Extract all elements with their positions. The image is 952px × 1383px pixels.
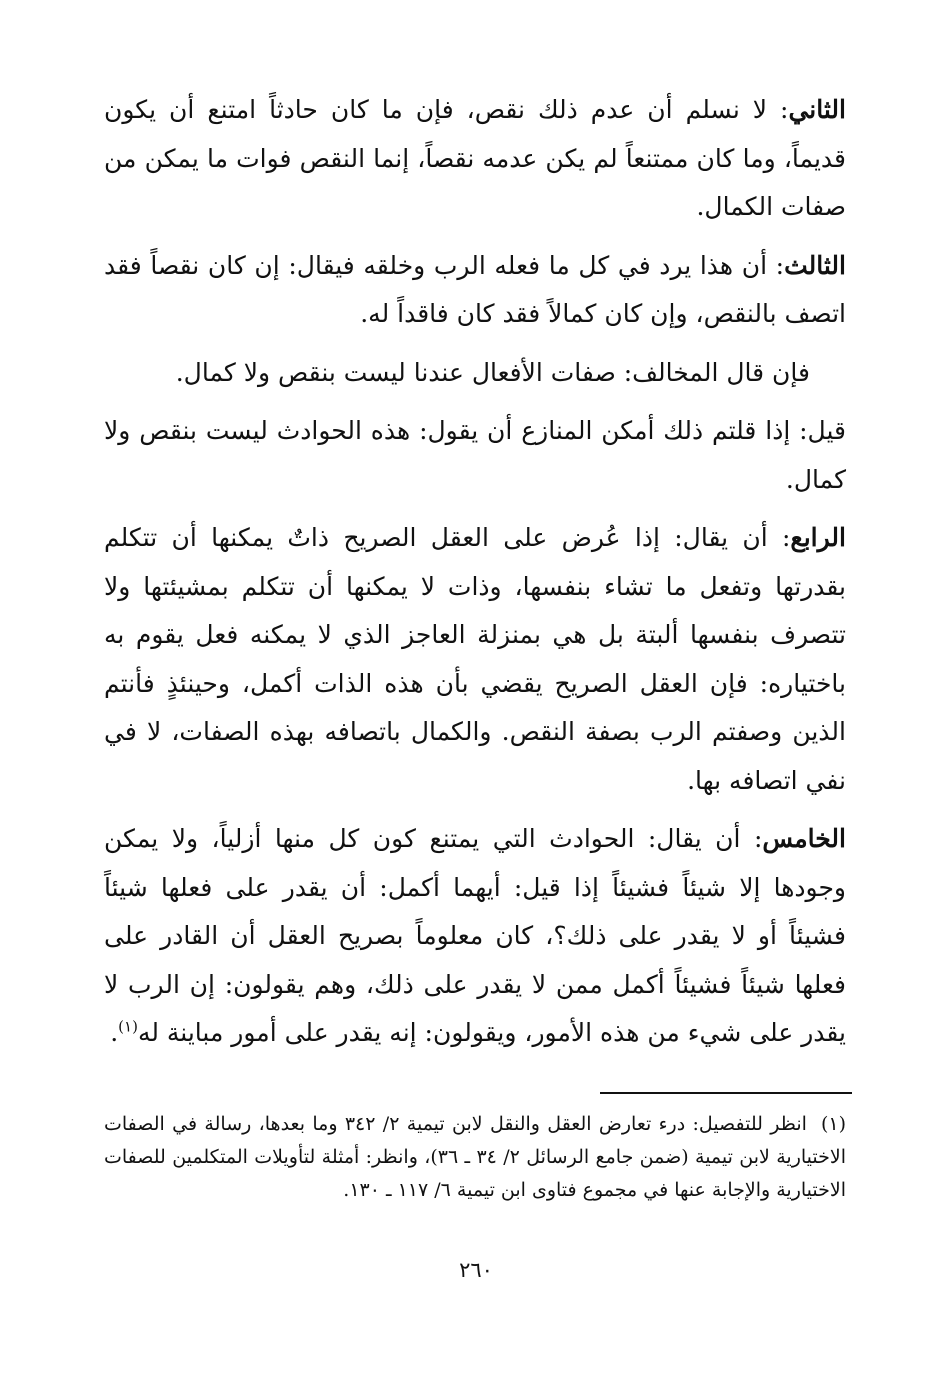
paragraph-reply	[104, 407, 846, 504]
page-number: ٢٦٠	[459, 1258, 493, 1282]
paragraph-text: قيل: إذا قلتم ذلك أمكن المنازع أن يقول: هذه الحوادث ليست بنقص ولا كمال.	[104, 416, 846, 494]
paragraph-lead: الخامس	[762, 824, 846, 853]
footnote-text: انظر للتفصيل: درء تعارض العقل والنقل لابن تيمية ٢/ ٣٤٢ وما بعدها، رسالة في الصفات الاختيارية لابن تيمية (ضمن جامع الرسائل ٢/ ٣٤ ـ ٣٦)، وانظر: أمثلة لتأويلات المتكلمين للصفات الاختيارية والإجابة عنها في مجموع فتاوى ابن تيمية ٦/ ١١٧ ـ ١٣٠.	[104, 1113, 846, 1201]
paragraph-text: : أن هذا يرد في كل ما فعله الرب وخلقه فيقال: إن كان نقصاً فقد اتصف بالنقص، وإن كان كمالاً فقد كان فاقداً له.	[104, 250, 846, 328]
paragraph-text: : لا نسلم أن عدم ذلك نقص، فإن ما كان حادثاً امتنع أن يكون قديماً، وما كان ممتنعاً لم يكن عدمه نقصاً، إنما النقص فوات ما يمكن من صفات الكمال.	[104, 95, 846, 221]
footnote-item	[104, 1108, 846, 1207]
paragraph-text: : أن يقال: الحوادث التي يمتنع كون كل منها أزلياً، ولا يمكن وجودها إلا شيئاً فشيئاً إذا قيل: أيهما أكمل: أن يقدر على فعلها شيئاً فشيئاً أو لا يقدر على ذلك؟، كان معلوماً بصريح العقل أن القادر على فعلها شيئاً فشيئاً أكمل ممن لا يقدر على ذلك، وهم يقولون: إن الرب لا يقدر على شيء من هذه الأمور، ويقولون: إنه يقدر على أمور مباينة له	[104, 824, 846, 1047]
paragraph-text: : أن يقال: إذا عُرض على العقل الصريح ذاتٌ يمكنها أن تتكلم بقدرتها وتفعل ما تشاء بنفسها، وذات لا يمكنها أن تتكلم بمشيئتها ولا تتصرف بنفسها ألبتة بل هي بمنزلة العاجز الذي لا يمكنه فعل يقوم به باختياره: فإن العقل الصريح يقضي بأن هذه الذات أكمل، وحينئذٍ فأنتم الذين وصفتم الرب بصفة النقص. والكمال باتصافه بهذه الصفات، لا في نفي اتصافه بها.	[104, 523, 846, 795]
paragraph-text: فإن قال المخالف: صفات الأفعال عندنا ليست بنقص ولا كمال.	[175, 357, 810, 387]
footnote-number: (١)	[820, 1113, 846, 1135]
footnote-reference[interactable]: (١)	[118, 1017, 138, 1036]
paragraph-lead: الرابع	[790, 523, 846, 552]
paragraph-fifth	[104, 815, 846, 1058]
paragraph-fourth	[104, 514, 846, 805]
footnote-divider	[600, 1092, 852, 1094]
paragraph-lead: الثاني	[788, 95, 846, 124]
paragraph-second	[104, 86, 846, 232]
paragraph-lead: الثالث	[784, 250, 846, 280]
paragraph-third	[104, 242, 846, 339]
paragraph-objection	[104, 349, 846, 398]
main-text	[104, 86, 846, 1068]
paragraph-end: .	[110, 1018, 119, 1047]
footnotes	[104, 1108, 846, 1207]
